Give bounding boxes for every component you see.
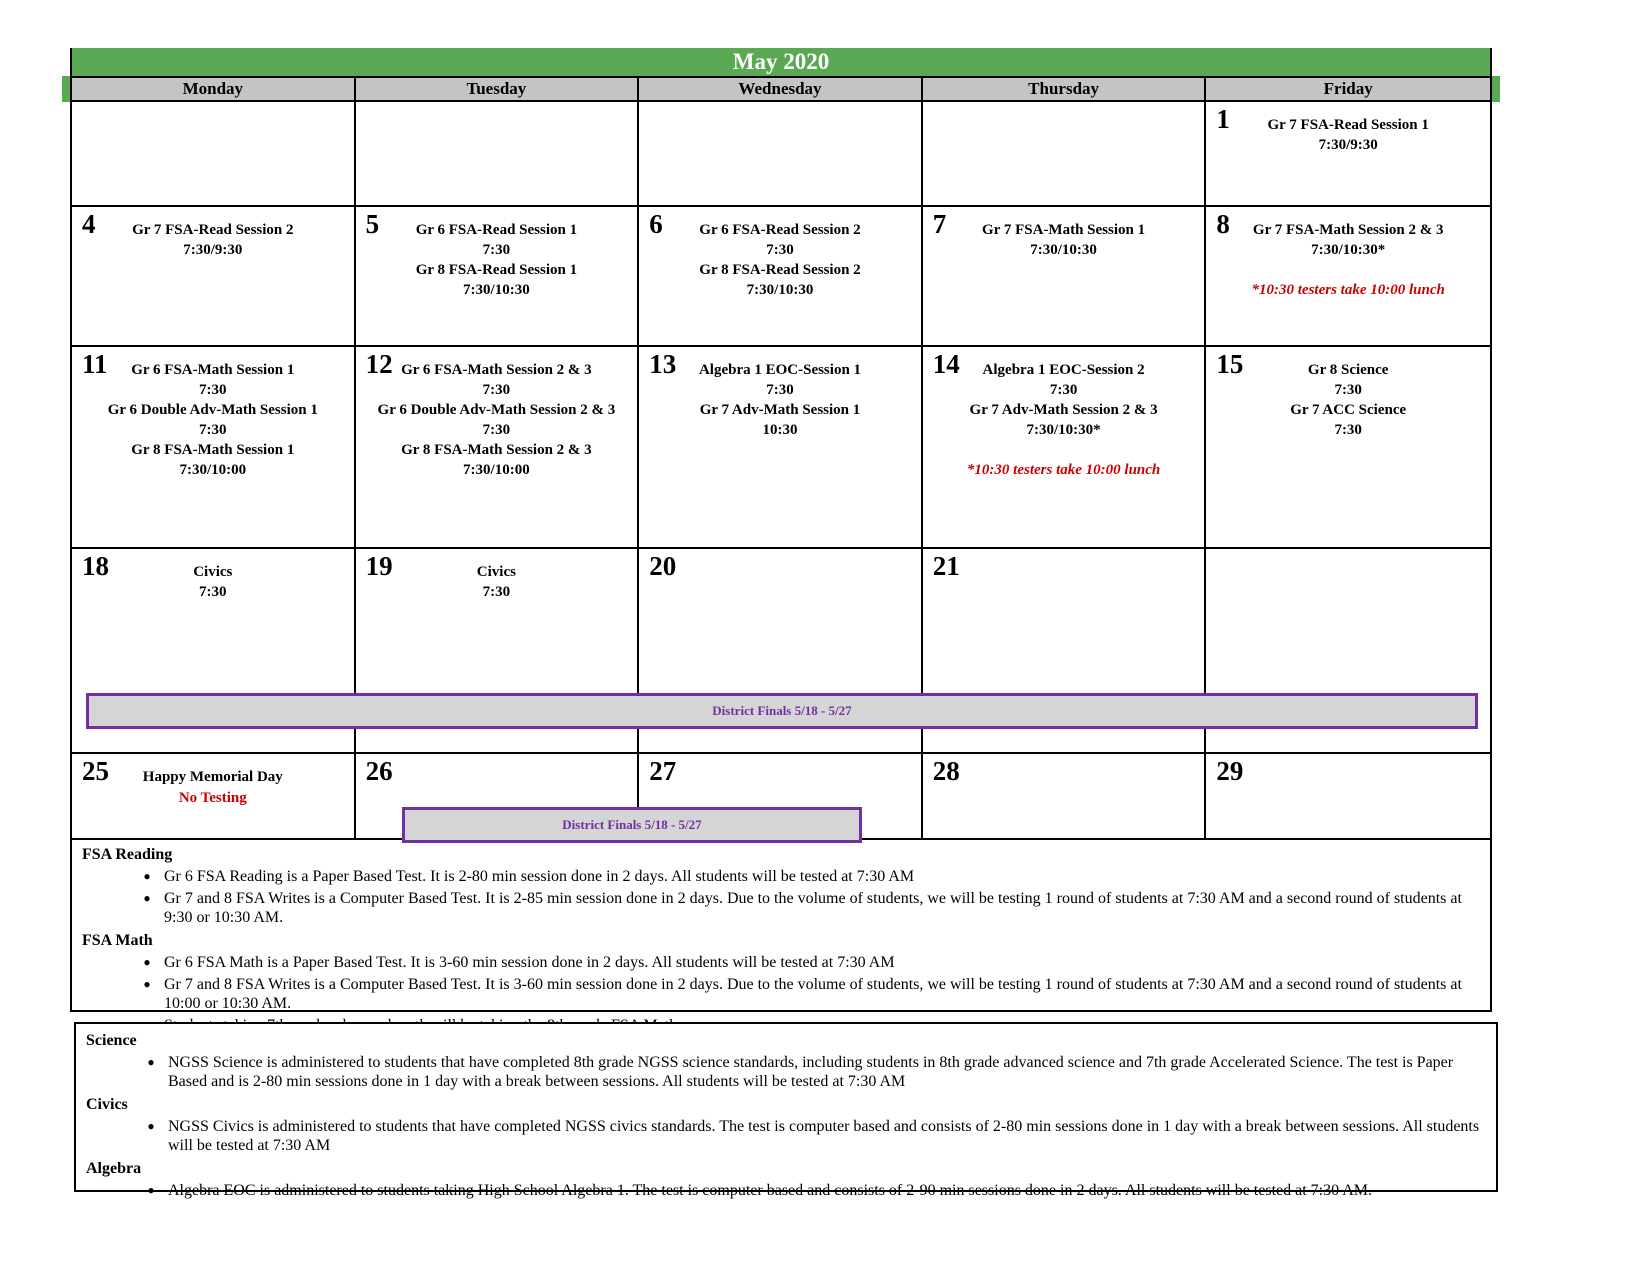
event-line: 7:30/10:30 (746, 282, 814, 298)
note-bullet: ● NGSS Science is administered to students that have completed 8th grade NGSS science standards, including students in 8th grade advanced science and 7th grade Accelerated Science. The test is Paper Based and is 2-80 min sessions done in 1 day with a break between sessions. All students will be tested at 7:30 AM (86, 1053, 1486, 1091)
fsa-math-heading: FSA Math (82, 932, 153, 949)
day-number: 4 (82, 209, 96, 239)
day-events (356, 562, 638, 602)
day-cell-8 (1206, 207, 1490, 345)
event-line: Happy Memorial Day (142, 769, 283, 785)
day-number: 15 (1216, 349, 1244, 379)
day-cell-14 (923, 347, 1207, 547)
bullet-icon: ● (147, 1119, 155, 1133)
day-events (639, 360, 921, 440)
day-header-tuesday: Tuesday (356, 78, 640, 100)
event-line: 7:30/10:30 (463, 282, 530, 298)
event-line: Gr 7 ACC Science (1290, 402, 1407, 418)
event-line: 7:30 (1334, 382, 1362, 398)
event-line: 10:30 (762, 422, 798, 438)
day-cell-empty (356, 102, 640, 205)
event-line: Gr 8 FSA-Read Session 2 (699, 262, 861, 278)
day-cell-11 (72, 347, 356, 547)
calendar-table (70, 48, 1492, 840)
day-events (639, 220, 921, 300)
no-testing-note: No Testing (178, 790, 247, 806)
note-bullet: ● Gr 7 and 8 FSA Writes is a Computer Based Test. It is 2-85 min session done in 2 days. Due to the volume of students, we will be testing 1 round of students at 7:30 AM and a second round of students at 9:30 or 10:30 AM. (82, 889, 1480, 927)
day-number: 8 (1216, 209, 1230, 239)
bullet-icon: ● (143, 955, 151, 969)
day-events (1206, 115, 1490, 155)
note-bullet: ● Gr 6 FSA Reading is a Paper Based Test. It is 2-80 min session done in 2 days. All students will be tested at 7:30 AM (82, 867, 1480, 886)
day-cell-28 (923, 754, 1207, 838)
day-events (72, 767, 354, 808)
event-line: 7:30 (766, 382, 794, 398)
district-finals-banner-small: District Finals 5/18 - 5/27 (402, 807, 862, 843)
note-bullet: ● Gr 6 FSA Math is a Paper Based Test. It is 3-60 min session done in 2 days. All students will be tested at 7:30 AM (82, 953, 1480, 972)
event-line: 7:30/10:30* (1311, 242, 1386, 258)
note-bullet: ● NGSS Civics is administered to students that have completed NGSS civics standards. The test is computer based and consists of 2-80 min sessions done in 1 day with a break between sessions. All students will be tested at 7:30 AM (86, 1117, 1486, 1155)
week-row-2 (72, 207, 1490, 347)
day-cell-7 (923, 207, 1207, 345)
day-cell-13 (639, 347, 923, 547)
day-cell-empty (923, 102, 1207, 205)
day-events (923, 220, 1205, 260)
other-notes-box (74, 1022, 1498, 1199)
day-cell-empty (72, 102, 356, 205)
day-number: 27 (649, 756, 677, 786)
event-line: 7:30 (482, 242, 511, 258)
day-events (1206, 220, 1490, 300)
day-header-monday: Monday (72, 78, 356, 100)
week-row-3 (72, 347, 1490, 549)
event-line: 7:30 (1334, 422, 1362, 438)
green-right-tab (1492, 76, 1500, 102)
fsa-reading-heading: FSA Reading (82, 846, 173, 863)
event-line: Civics (476, 564, 516, 580)
day-cell-1 (1206, 102, 1490, 205)
day-events (356, 220, 638, 300)
algebra-heading: Algebra (86, 1160, 142, 1177)
day-cell-25 (72, 754, 356, 838)
day-cell-15 (1206, 347, 1490, 547)
day-number: 26 (365, 756, 393, 786)
lunch-note: *10:30 testers take 10:00 lunch (1251, 282, 1445, 298)
day-number: 5 (365, 209, 380, 239)
note-bullet: ● Gr 7 and 8 FSA Writes is a Computer Based Test. It is 3-60 min session done in 2 days. Due to the volume of students, we will be testing 1 round of students at 7:30 AM and a second round of students at 10:00 or 10:30 AM. (82, 975, 1480, 1013)
event-line: Gr 7 FSA-Math Session 1 (982, 222, 1146, 238)
day-number: 21 (932, 551, 960, 581)
event-line: Gr 8 FSA-Math Session 2 & 3 (401, 442, 592, 458)
bullet-icon: ● (143, 977, 151, 991)
event-line: 7:30 (199, 382, 227, 398)
week-row-1 (72, 102, 1490, 207)
day-header-friday: Friday (1323, 79, 1373, 98)
event-line: Gr 7 Adv-Math Session 2 & 3 (969, 402, 1158, 418)
event-line: 7:30/10:30* (1026, 422, 1101, 438)
bullet-icon: ● (147, 1183, 155, 1197)
bullet-icon: ● (143, 869, 151, 883)
calendar-month-title: May 2020 (72, 48, 1490, 76)
event-line: 7:30 (482, 584, 511, 600)
day-number: 11 (82, 349, 108, 379)
day-number: 14 (932, 349, 960, 379)
event-line: Civics (193, 564, 233, 580)
day-events (72, 360, 354, 480)
day-cell-5 (356, 207, 640, 345)
event-line: Gr 7 FSA-Read Session 2 (132, 222, 294, 238)
event-line: Gr 7 FSA-Math Session 2 & 3 (1252, 222, 1444, 238)
event-line: Gr 6 Double Adv-Math Session 2 & 3 (377, 402, 616, 418)
day-events (923, 360, 1205, 480)
event-line: 7:30 (1049, 382, 1078, 398)
day-cell-empty (639, 102, 923, 205)
event-line: 7:30/9:30 (1318, 137, 1378, 153)
day-cell-4 (72, 207, 356, 345)
event-line: Gr 7 FSA-Read Session 1 (1267, 117, 1429, 133)
day-number: 13 (649, 349, 677, 379)
day-header-wednesday: Wednesday (639, 78, 923, 100)
event-line: Algebra 1 EOC-Session 1 (698, 362, 862, 378)
event-line: Gr 8 FSA-Read Session 1 (415, 262, 578, 278)
day-cell-12 (356, 347, 640, 547)
event-line: Gr 8 Science (1307, 362, 1389, 378)
day-number: 19 (365, 551, 393, 581)
day-number: 1 (1216, 104, 1230, 134)
event-line: 7:30 (766, 242, 794, 258)
day-number: 20 (649, 551, 677, 581)
district-finals-banner-wide: District Finals 5/18 - 5/27 (86, 693, 1478, 729)
day-number: 28 (932, 756, 960, 786)
day-events (72, 220, 354, 260)
day-of-week-header-row (72, 76, 1490, 102)
event-line: 7:30/10:00 (179, 462, 247, 478)
event-line: 7:30 (199, 422, 227, 438)
day-events (356, 360, 638, 480)
event-line: 7:30 (482, 382, 511, 398)
lunch-note: *10:30 testers take 10:00 lunch (966, 462, 1161, 478)
event-line: Gr 6 FSA-Math Session 1 (131, 362, 295, 378)
fsa-notes-box (70, 840, 1492, 1012)
note-bullet: ● Algebra EOC is administered to students taking High School Algebra 1. The test is computer based and consists of 2-90 min sessions done in 2 days. All students will be tested at 7:30 AM. (86, 1181, 1486, 1200)
event-line: Gr 6 FSA-Read Session 1 (415, 222, 578, 238)
day-events (72, 562, 354, 602)
bullet-icon: ● (147, 1055, 155, 1069)
day-number: 12 (365, 349, 393, 379)
bullet-icon: ● (143, 891, 151, 905)
day-events (1206, 360, 1490, 440)
event-line: 7:30/10:00 (463, 462, 530, 478)
event-line: 7:30/10:30 (1030, 242, 1097, 258)
event-line: Algebra 1 EOC-Session 2 (982, 362, 1145, 378)
event-line: 7:30 (199, 584, 227, 600)
day-number: 18 (82, 551, 109, 581)
event-line: Gr 7 Adv-Math Session 1 (699, 402, 861, 418)
event-line: 7:30 (482, 422, 511, 438)
event-line: Gr 6 Double Adv-Math Session 1 (107, 402, 318, 418)
science-heading: Science (86, 1032, 137, 1049)
event-line: Gr 6 FSA-Math Session 2 & 3 (401, 362, 592, 378)
event-line: Gr 6 FSA-Read Session 2 (699, 222, 861, 238)
green-left-tab (62, 76, 70, 102)
day-header-thursday: Thursday (923, 78, 1207, 100)
day-cell-29 (1206, 754, 1490, 838)
day-number: 6 (649, 209, 663, 239)
day-cell-6 (639, 207, 923, 345)
day-number: 25 (82, 756, 109, 786)
event-line: Gr 8 FSA-Math Session 1 (131, 442, 295, 458)
day-number: 29 (1216, 756, 1244, 786)
civics-heading: Civics (86, 1096, 128, 1113)
event-line: 7:30/9:30 (183, 242, 243, 258)
day-number: 7 (932, 209, 947, 239)
